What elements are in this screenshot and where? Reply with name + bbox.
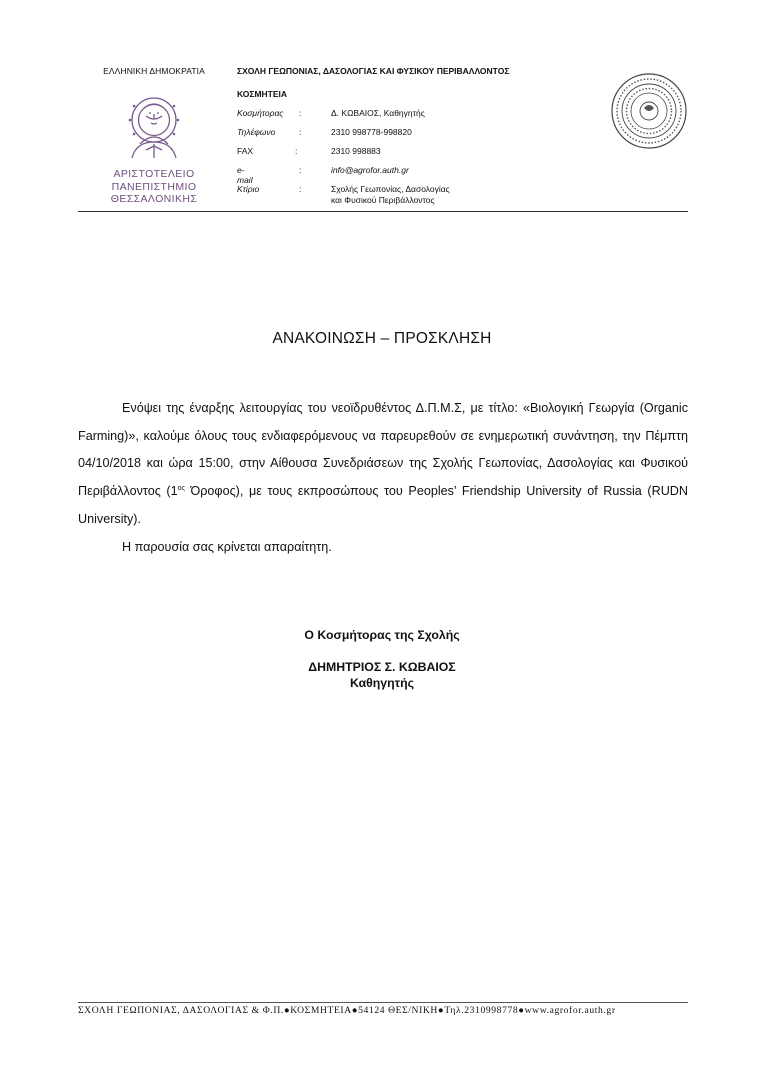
contact-separator: : [299,184,302,194]
university-seal-logo [610,72,688,150]
signature-role: Ο Κοσμήτορας της Σχολής [304,628,460,642]
footer-divider [78,1002,688,1003]
contact-value: Σχολής Γεωπονίας, Δασολογίας [331,184,450,194]
signature-name: ΔΗΜΗΤΡΙΟΣ Σ. ΚΩΒΑΙΟΣ [308,660,456,674]
contact-label: Κοσμήτορας [237,108,284,118]
university-name-line: ΑΡΙΣΤΟΤΕΛΕΙΟ [113,168,195,180]
university-emblem-logo [118,86,190,160]
contact-value: 2310 998883 [331,146,381,156]
contact-label: e-mail [237,165,253,185]
contact-value: 2310 998778-998820 [331,127,412,137]
deanery-label: ΚΟΣΜΗΤΕΙΑ [237,89,288,99]
footer-text: ΣΧΟΛΗ ΓΕΩΠΟΝΙΑΣ, ΔΑΣΟΛΟΓΙΑΣ & Φ.Π.●ΚΟΣΜΗΤΕΙΑ●54124 ΘΕΣ/ΝΙΚΗ●Τηλ.2310998778●www.agrofor.auth.gr [78,1005,616,1016]
paragraph-text: Όροφος), με τους εκπροσώπους του Peoples’ Friendship University of Russia (RUDN University). [78,484,688,526]
contact-separator: : [299,127,302,137]
contact-separator: : [299,165,302,175]
university-name-line: ΠΑΝΕΠΙΣΤΗΜΙΟ [111,180,197,193]
announcement-paragraph [78,395,688,534]
paragraph-text: Ενόψει της έναρξης λειτουργίας του νεοϊδρυθέντος Δ.Π.Μ.Σ, με τίτλο: «Βιολογική Γεωργία (Organic Farming)», καλούμε όλους τους ενδιαφερόμενους να παρευρεθούν σε ενημερωτική συνάντηση, την Πέμπτη 04/10/2018 και ώρα 15:00, στην Αίθουσα Συνεδριάσεων της Σχολής Γεωπονίας, Δασολογίας και Φυσικού Περιβάλλοντος (1 [78,401,688,499]
university-name-line: ΘΕΣΣΑΛΟΝΙΚΗΣ [110,193,198,205]
university-name [96,168,212,206]
contact-value: και Φυσικού Περιβάλλοντος [331,195,435,205]
signature-title: Καθηγητής [349,676,415,690]
contact-label: FAX [237,146,254,156]
announcement-paragraph: Η παρουσία σας κρίνεται απαραίτητη. [122,539,332,554]
contact-label: Κτίριο [237,184,260,194]
republic-label: ΕΛΛΗΝΙΚΗ ΔΗΜΟΚΡΑΤΙΑ [103,66,205,76]
announcement-body [78,395,688,561]
ordinal-superscript: ος [177,485,185,493]
announcement-title: ΑΝΑΚΟΙΝΩΣΗ – ΠΡΟΣΚΛΗΣΗ [272,330,492,347]
contact-label: Τηλέφωνο [237,127,276,137]
contact-value: Δ. ΚΩΒΑΙΟΣ, Καθηγητής [331,108,425,118]
email-link[interactable]: info@agrofor.auth.gr [331,165,409,175]
header-divider [78,211,688,212]
contact-separator: : [295,146,298,156]
contact-separator: : [299,108,302,118]
school-title: ΣΧΟΛΗ ΓΕΩΠΟΝΙΑΣ, ΔΑΣΟΛΟΓΙΑΣ ΚΑΙ ΦΥΣΙΚΟΥ ΠΕΡΙΒΑΛΛΟΝΤΟΣ [237,66,510,76]
